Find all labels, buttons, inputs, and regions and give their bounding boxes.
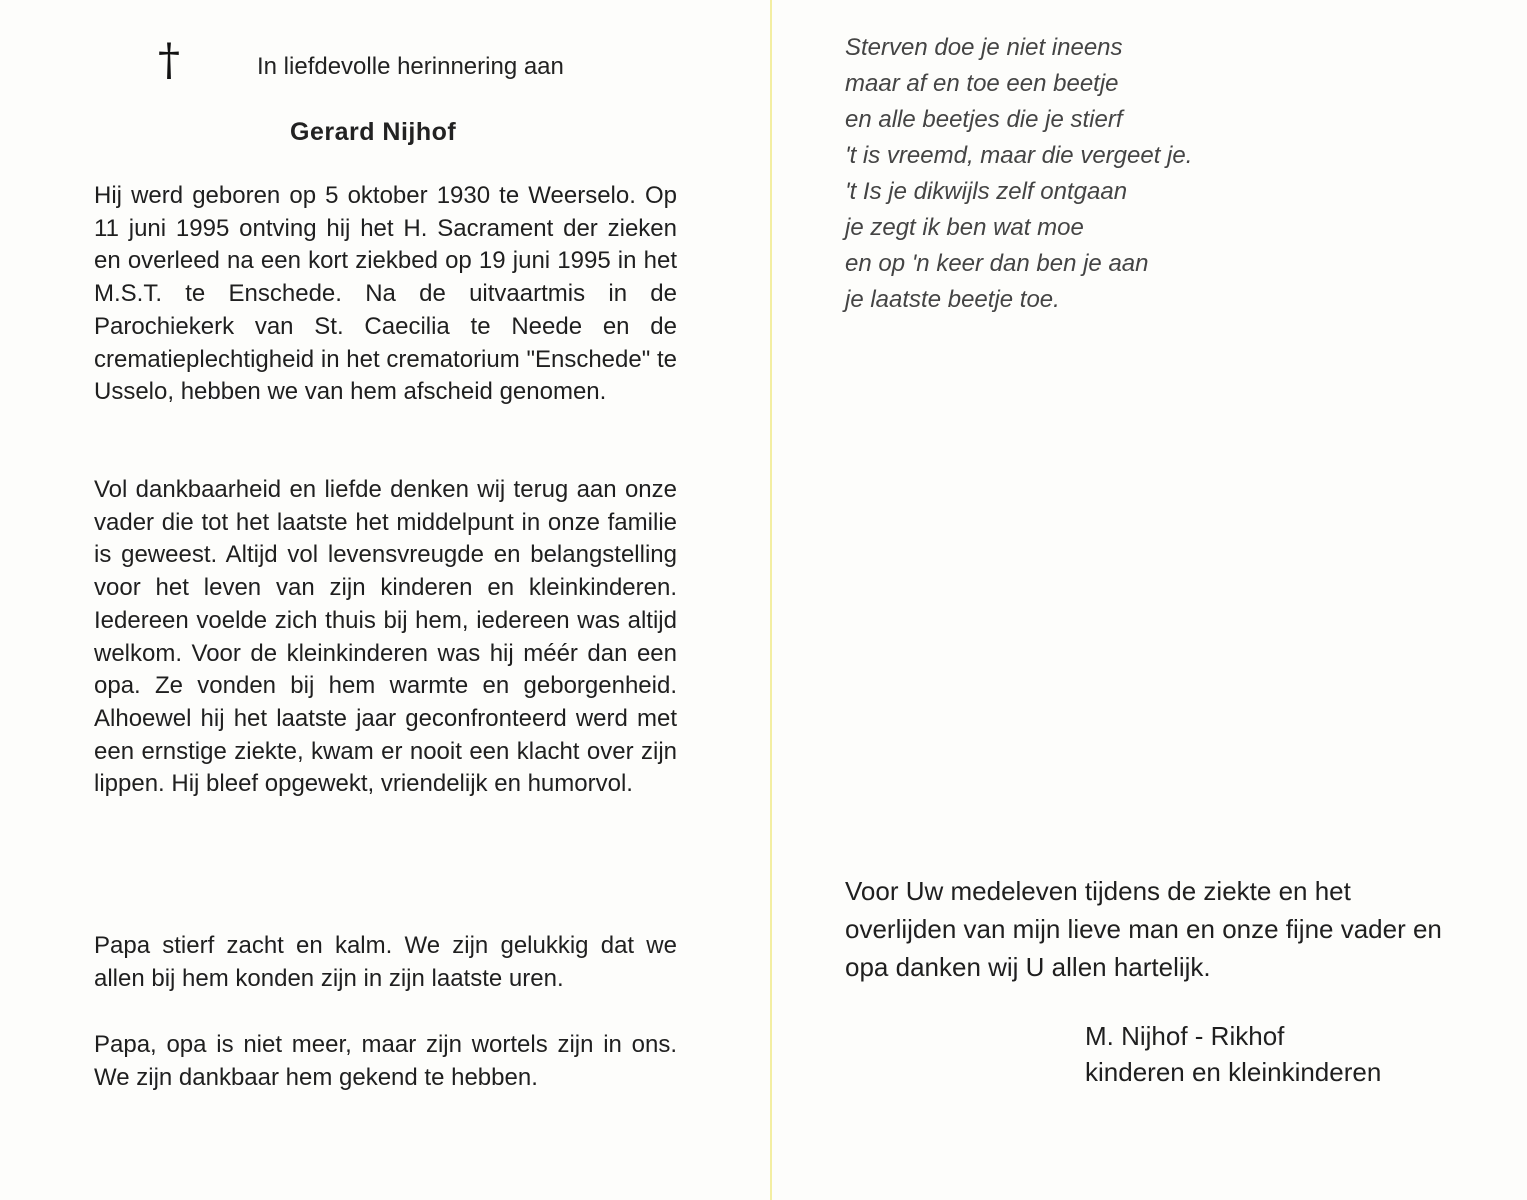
poem-line: 't is vreemd, maar die vergeet je. [845,142,1193,169]
thank-you-text: Voor Uw medeleven tijdens de ziekte en het overlijden van mijn lieve man en onze fijne vader en opa danken wij U allen hartelijk. [845,876,1442,982]
signature-name: M. Nijhof - Rikhof [1085,1021,1285,1051]
signature-family: kinderen en kleinkinderen [1085,1057,1382,1087]
biography-paragraph: Hij werd geboren op 5 oktober 1930 te Weerselo. Op 11 juni 1995 ontving hij het H. Sacrament der zieken en overleed na een kort ziekbed op 19 juni 1995 in het M.S.T. te Enschede. Na de uitvaartmis in de Parochiekerk van St. Caecilia te Neede en de crematieplechtigheid in het crematorium "Enschede" te Usselo, hebben we van hem afscheid genomen. [94,182,677,406]
passing-paragraph: Papa stierf zacht en kalm. We zijn gelukkig dat we allen bij hem konden zijn in zijn laatste uren. [94,932,677,992]
poem-line: en alle beetjes die je stierf [845,106,1123,133]
closing-paragraph: Papa, opa is niet meer, maar zijn wortels zijn in ons. We zijn dankbaar hem gekend te hebben. [94,1031,677,1091]
deceased-name: Gerard Nijhof [290,118,457,146]
poem [845,30,1192,318]
poem-line: je zegt ik ben wat moe [845,214,1084,241]
signature [1085,1018,1381,1090]
poem-line: Sterven doe je niet ineens [845,34,1123,61]
poem-line: en op 'n keer dan ben je aan [845,250,1149,277]
poem-line: 't Is je dikwijls zelf ontgaan [845,178,1128,205]
tribute-paragraph: Vol dankbaarheid en liefde denken wij terug aan onze vader die tot het laatste het middelpunt in onze familie is geweest. Altijd vol levensvreugde en belangstelling voor het leven van zijn kinderen en kleinkinderen. Iedereen voelde zich thuis bij hem, iedereen was altijd welkom. Voor de kleinkinderen was hij méér dan een opa. Ze vonden bij hem warmte en geborgenheid. Alhoewel hij het laatste jaar geconfronteerd werd met een ernstige ziekte, kwam er nooit een klacht over zijn lippen. Hij bleef opgewekt, vriendelijk en humorvol. [94,476,677,798]
cross-icon: † [158,35,180,86]
poem-line: je laatste beetje toe. [845,286,1060,313]
poem-line: maar af en toe een beetje [845,70,1119,97]
intro-line: In liefdevolle herinnering aan [257,53,564,80]
